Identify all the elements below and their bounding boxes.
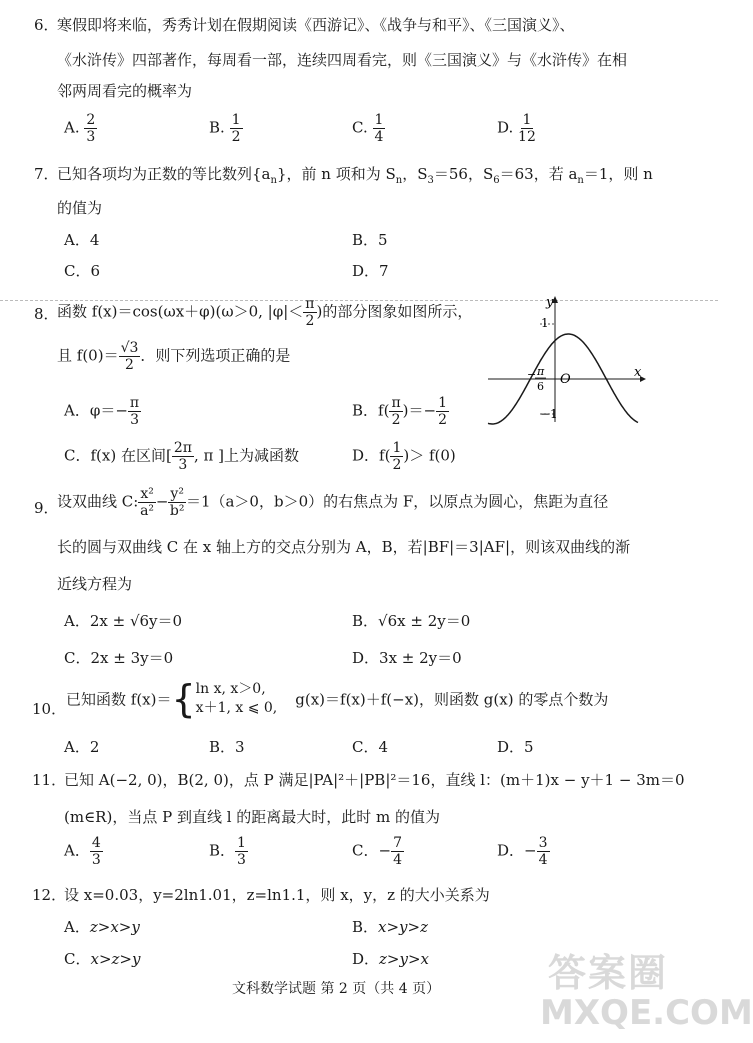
origin-label: O xyxy=(560,372,571,387)
q10-text: 已知函数 f(x)＝{ ln x, x＞0, x＋1, x ⩽ 0, g(x)＝f(x)＋f(−x)，则函数 g(x) 的零点个数为 xyxy=(66,677,609,721)
q10-option-b[interactable]: B．3 xyxy=(209,738,245,756)
q11-text-line2: (m∈R)，当点 P 到直线 l 的距离最大时，此时 m 的值为 xyxy=(64,808,441,826)
y-axis-label: y xyxy=(546,295,554,310)
option-fraction: $\frac{1}{4}$ xyxy=(374,112,384,146)
q8-option-d[interactable]: D．f( $\frac{1}{2}$ )＞ f(0) xyxy=(352,440,456,474)
q12-option-c[interactable]: C．x>z>y xyxy=(64,950,141,968)
q9-text-line2: 长的圆与双曲线 C 在 x 轴上方的交点分别为 A，B，若|BF|＝3|AF|，则该双曲线的渐 xyxy=(57,538,631,556)
q6-option-c[interactable] xyxy=(352,112,385,145)
q7-text-line1: 已知各项均为正数的等比数列$\{a_n\}$，前 n 项和为 $S_n$，$S_3=56$，$S_6=63$，若 $a_n=1$，则 n xyxy=(57,165,653,186)
cosine-graph xyxy=(488,294,648,424)
q9-text-line3: 近线方程为 xyxy=(57,575,133,593)
tick-pi: π xyxy=(537,365,545,378)
tick-6: 6 xyxy=(537,380,544,393)
q10-number: 10． xyxy=(32,700,67,718)
q7-option-c[interactable]: C．6 xyxy=(64,262,101,280)
q6-text-line3: 邻两周看完的概率为 xyxy=(57,82,193,100)
q9-option-b[interactable]: B．√6x ± 2y＝0 xyxy=(352,612,471,630)
tick-minus-sign: − xyxy=(527,368,537,381)
watermark-logo: 答案圈 xyxy=(548,951,669,995)
q12-number: 12． xyxy=(32,886,67,904)
q6-number: 6． xyxy=(34,16,59,34)
q7-text-line2: 的值为 xyxy=(57,199,103,217)
q7-option-a[interactable]: A．4 xyxy=(64,231,100,249)
q9-option-d[interactable]: D．3x ± 2y＝0 xyxy=(352,649,462,667)
tick-minus-1: −1 xyxy=(540,407,558,421)
q7-number: 7． xyxy=(34,165,59,183)
q12-text: 设 x=0.03，y=2ln1.01，z=ln1.1，则 x，y，z 的大小关系为 xyxy=(64,886,490,904)
q9-number: 9． xyxy=(34,499,59,517)
option-fraction: $\frac{1}{2}$ xyxy=(231,112,241,146)
q6-text-line1: 寒假即将来临，秀秀计划在假期阅读《西游记》、《战争与和平》、《三国演义》、 xyxy=(57,16,575,34)
q8-text-line2: 且 f(0)＝ $\frac{√3}{2}$ ．则下列选项正确的是 xyxy=(57,340,291,374)
q10-option-c[interactable]: C．4 xyxy=(352,738,389,756)
q8-option-c[interactable]: C．f(x) 在区间[ $\frac{2\pi}{3}$ , π ]上为减函数 xyxy=(64,440,299,474)
option-label: B. xyxy=(209,118,225,137)
q12-option-b[interactable]: B．x>y>z xyxy=(352,918,429,936)
q11-option-a[interactable]: A． $\frac{4}{3}$ xyxy=(64,835,101,869)
tick-1: 1 xyxy=(541,316,549,330)
q11-option-c[interactable]: C．− $\frac{7}{4}$ xyxy=(352,835,402,869)
q11-number: 11． xyxy=(32,771,67,789)
q9-option-c[interactable]: C．2x ± 3y＝0 xyxy=(64,649,174,667)
q7-option-b[interactable]: B．5 xyxy=(352,231,388,249)
q11-option-b[interactable]: B． $\frac{1}{3}$ xyxy=(209,835,246,869)
q8-number: 8． xyxy=(34,305,59,323)
watermark-url: MXQE.COM xyxy=(540,993,753,1033)
q9-option-a[interactable]: A．2x ± √6y＝0 xyxy=(64,612,183,630)
page-footer: 文科数学试题 第 2 页（共 4 页） xyxy=(232,981,441,997)
q10-option-a[interactable]: A．2 xyxy=(64,738,100,756)
q12-option-a[interactable]: A．z>x>y xyxy=(64,918,140,936)
q7-option-d[interactable]: D．7 xyxy=(352,262,389,280)
option-label: D. xyxy=(497,118,514,137)
q8-text-line1: 函数 f(x)＝cos(ωx＋φ)(ω＞0, |φ|＜ $\frac{\pi}{2}$ )的部分图象如图所示， xyxy=(57,296,473,330)
q8-option-a[interactable]: A．φ＝− $\frac{\pi}{3}$ xyxy=(64,395,140,429)
q8-option-b[interactable]: B．f( $\frac{\pi}{2}$ )＝− $\frac{1}{2}$ xyxy=(352,395,447,429)
q6-option-a[interactable] xyxy=(64,112,97,145)
option-fraction: $\frac{1}{12}$ xyxy=(518,112,536,146)
x-axis-label: x xyxy=(634,365,642,380)
option-label: C. xyxy=(352,118,368,137)
q11-option-d[interactable]: D．− $\frac{3}{4}$ xyxy=(497,835,548,869)
q6-option-b[interactable] xyxy=(209,112,243,145)
q6-option-d[interactable] xyxy=(497,112,536,145)
q6-text-line2: 《水浒传》四部著作，每周看一部，连续四周看完，则《三国演义》与《水浒传》在相 xyxy=(57,51,628,69)
option-label: A. xyxy=(64,118,80,137)
q9-text-line1: 设双曲线 C: $\frac{\text{x²}}{\text{a²}}$ − $\frac{\text{y²}}{\text{b²}}$ ＝1（a＞0，b＞0）的右焦点为 F，以原点为圆心，焦距为直径 xyxy=(57,486,609,520)
q11-text-line1: 已知 A(−2, 0)，B(2, 0)，点 P 满足|PA|²＋|PB|²＝16，直线 l：(m＋1)x − y＋1 − 3m＝0 xyxy=(64,771,685,789)
q10-option-d[interactable]: D．5 xyxy=(497,738,534,756)
q12-option-d[interactable]: D．z>y>x xyxy=(352,950,430,968)
option-fraction: $\frac{2}{3}$ xyxy=(86,112,96,146)
